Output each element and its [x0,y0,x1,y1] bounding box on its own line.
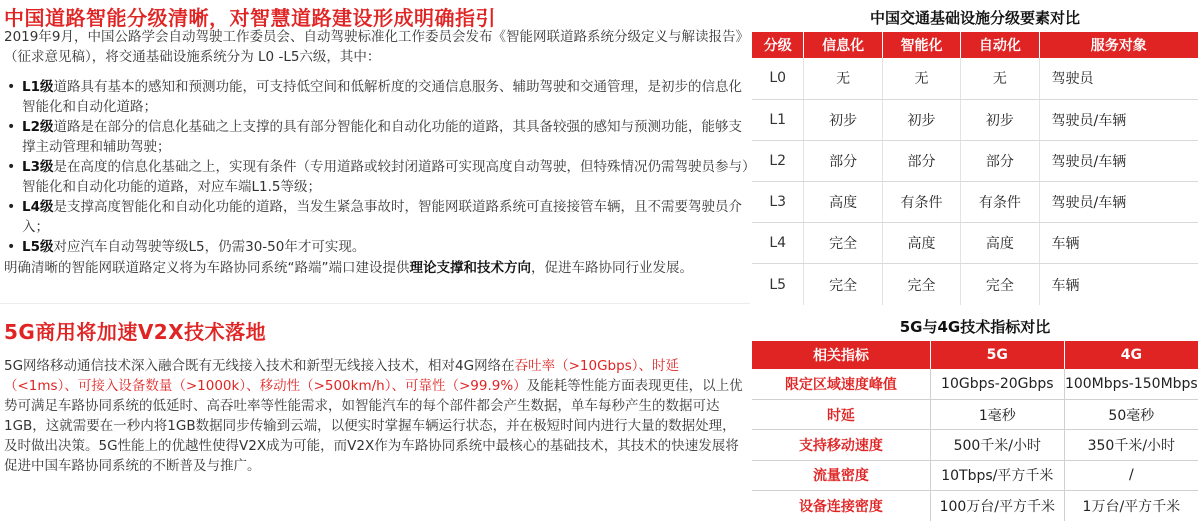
header-cell: 自动化 [961,32,1039,58]
header-cell: 服务对象 [1039,32,1198,58]
level-label: L1级 [22,79,54,95]
table-cell: 高度 [804,182,882,223]
table-cell: 高度 [882,223,960,264]
level-text: 是在高度的信息化基础之上，实现有条件（专用道路或较封闭道路可实现高度自动驾驶，但特殊情况仍需驾驶员参与）智能化和自动化功能的道路，对应车端L1.5等级； [22,159,749,195]
row-label: 时延 [752,399,930,429]
table-cell: 完全 [804,264,882,305]
table-cell: 驾驶员/车辆 [1039,140,1198,181]
level-label: L2级 [22,119,54,135]
table-title-5g-4g: 5G与4G技术指标对比 [899,318,1051,336]
level-label: L5级 [22,239,54,255]
intro-paragraph: 2019年9月，中国公路学会自动驾驶工作委员会、自动驾驶标准化工作委员会发布《智能网联道路系统分级定义与解读报告》（征求意见稿），将交通基础设施系统分为 L0 -L5六级，其中： [4,29,749,65]
level-item-l4 [4,197,749,237]
table-cell: L1 [752,99,804,140]
table-row [752,491,1198,521]
table-cell: L0 [752,58,804,99]
table-cell: 车辆 [1039,223,1198,264]
table-cell: L3 [752,182,804,223]
table-header-row [752,32,1198,58]
table-cell: 有条件 [882,182,960,223]
table-cell: 有条件 [961,182,1039,223]
level-text: 道路是在部分的信息化基础之上支撑的具有部分智能化和自动化功能的道路，其具备较强的感知与预测功能，能够支撑主动管理和辅助驾驶； [22,119,742,155]
table-cell: 完全 [961,264,1039,305]
table-cell: 350千米/小时 [1064,430,1198,460]
row-label: 流量密度 [752,460,930,490]
table-cell: 10Gbps-20Gbps [930,369,1064,399]
table-cell: 初步 [804,99,882,140]
table-cell: 无 [882,58,960,99]
table-cell: L2 [752,140,804,181]
table-header-row [752,341,1198,369]
row-label: 设备连接密度 [798,499,883,515]
header-cell: 智能化 [882,32,960,58]
level-label: L4级 [22,199,54,215]
level-item-l3 [4,157,749,197]
level-item-l2 [4,117,749,157]
table-row [752,58,1198,99]
row-label: 支持移动速度 [752,430,930,460]
table-title-infrastructure: 中国交通基础设施分级要素对比 [869,9,1080,27]
level-list [4,77,749,257]
row-label: 限定区域速度峰值 [752,369,930,399]
header-cell: 4G [1064,341,1198,369]
table-row [752,460,1198,490]
5g-text-start: 5G网络移动通信技术深入融合既有无线接入技术和新型无线接入技术，相对4G网络在 [4,358,515,374]
table-cell: L4 [752,223,804,264]
table-cell: 驾驶员 [1039,58,1198,99]
section-title-5g-v2x: 5G商用将加速V2X技术落地 [4,320,267,344]
5g-paragraph [4,356,749,476]
table-row [752,182,1198,223]
table-cell: 无 [804,58,882,99]
table-cell: 50毫秒 [1064,399,1198,429]
level-item-l5 [4,237,749,257]
5g-text-rest: 及能耗等性能方面表现更佳，以上优势可满足车路协同系统的低延时、高吞吐率等性能需求，如智能汽车的每个部件都会产生数据，单车每秒产生的数据可达1GB，这就需要在一秒内将1GB数据同步传输到云端，以便实时掌握车辆运行状态，并在极短时间内进行大量的数据处理，及时做出决策。5G性能上的优越性使得V2X成为可能，而V2X作为车路协同系统中最核心的基础技术，其技术的快速发展将促进中国车路协同系统的不断普及与推广。 [4,378,743,474]
table-cell: 100Mbps-150Mbps [1064,369,1198,399]
conclusion-emphasis: 理论支撑和技术方向 [409,260,531,276]
table-cell: 500千米/小时 [930,430,1064,460]
table-cell: 车辆 [1039,264,1198,305]
table-cell: 无 [961,58,1039,99]
section-divider [0,303,750,304]
table-row [752,369,1198,399]
table-cell: 完全 [882,264,960,305]
header-cell: 分级 [752,32,804,58]
table-cell: 1万台/平方千米 [1064,491,1198,521]
level-text: 道路具有基本的感知和预测功能，可支持低空间和低解析度的交通信息服务、辅助驾驶和交通管理，是初步的信息化智能化和自动化道路； [22,79,742,115]
conclusion-paragraph [4,258,749,278]
table-row [752,99,1198,140]
table-cell: 初步 [961,99,1039,140]
table-row [752,399,1198,429]
table-cell: 部分 [804,140,882,181]
section-title-road-levels: 中国道路智能分级清晰，对智慧道路建设形成明确指引 [4,6,496,30]
table-cell: 部分 [882,140,960,181]
level-item-l1 [4,77,749,117]
table-row [752,223,1198,264]
table-cell: 初步 [882,99,960,140]
header-cell: 信息化 [804,32,882,58]
table-cell: 100万台/平方千米 [930,491,1064,521]
table-cell: / [1064,460,1198,490]
table-cell: 1毫秒 [930,399,1064,429]
header-cell: 5G [930,341,1064,369]
table-cell: 高度 [961,223,1039,264]
table-row [752,430,1198,460]
table-cell: L5 [769,276,787,293]
conclusion-text-end: ，促进车路协同行业发展。 [531,260,693,276]
table-cell: 驾驶员/车辆 [1039,99,1198,140]
level-text: 是支撑高度智能化和自动化功能的道路，当发生紧急事故时，智能网联道路系统可直接接管车辆，且不需要驾驶员介入； [22,199,742,235]
infrastructure-level-table [752,32,1198,305]
table-cell: 部分 [961,140,1039,181]
table-cell: 10Tbps/平方千米 [930,460,1064,490]
table-row [752,264,1198,305]
5g-highlight-metrics: 吞吐率（>10Gbps）、时延（<1ms）、可接入设备数量（>1000k）、移动性（>500km/h）、可靠性（>99.9%） [4,358,679,394]
5g-4g-comparison-table [752,341,1198,521]
table-cell: 完全 [804,223,882,264]
level-label: L3级 [22,159,54,175]
level-text: 对应汽车自动驾驶等级L5，仍需30-50年才可实现。 [53,239,366,255]
table-row [752,140,1198,181]
header-cell: 相关指标 [752,341,930,369]
table-cell: 驾驶员/车辆 [1039,182,1198,223]
conclusion-text: 明确清晰的智能网联道路定义将为车路协同系统“路端”端口建设提供 [4,260,410,276]
